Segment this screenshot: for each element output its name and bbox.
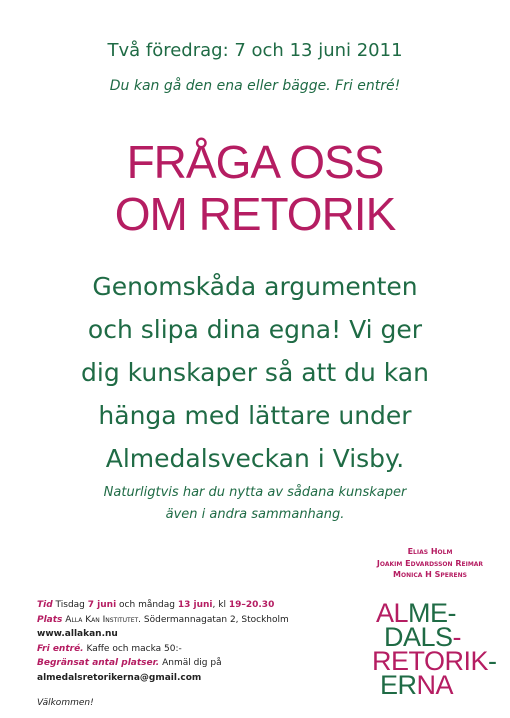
logo-part: DALS bbox=[384, 622, 453, 652]
lead-line-1: Genomskåda argumenten bbox=[92, 272, 418, 301]
event-title: Två föredrag: 7 och 13 juni 2011 bbox=[107, 40, 403, 61]
lead-line-5: Almedalsveckan i Visby. bbox=[105, 444, 405, 473]
info-limited-row bbox=[37, 656, 337, 671]
lead-paragraph bbox=[50, 265, 460, 480]
info-place-row bbox=[37, 613, 337, 628]
lead-line-3: dig kunskaper så att du kan bbox=[81, 358, 429, 387]
event-info bbox=[37, 598, 337, 710]
info-email-link[interactable]: almedalsretorikerna@gmail.com bbox=[37, 672, 202, 683]
lead-line-4: hänga med lättare under bbox=[98, 401, 412, 430]
note-line-2: även i andra sammanhang. bbox=[165, 507, 345, 522]
headline-line-1: FRÅGA OSS bbox=[126, 136, 384, 188]
info-entry-text: Kaffe och macka 50:- bbox=[86, 643, 182, 654]
info-time-row bbox=[37, 598, 337, 613]
info-time-range: 19–20.30 bbox=[228, 600, 275, 610]
info-limited-text: Anmäl dig på bbox=[162, 658, 222, 669]
info-entry-label: Fri entré. bbox=[37, 643, 84, 654]
almedalsretorikerna-logo bbox=[372, 598, 497, 700]
info-time-label: Tid bbox=[37, 600, 53, 610]
author-2: Joakim Edvardsson Reimar bbox=[376, 558, 484, 568]
info-limited-label: Begränsat antal platser. bbox=[37, 658, 160, 669]
headline-line-2: OM RETORIK bbox=[114, 188, 396, 240]
logo-part: ME- bbox=[408, 598, 457, 628]
logo-part: AL bbox=[376, 598, 409, 628]
info-date-1: 7 juni bbox=[87, 600, 117, 610]
authors bbox=[360, 546, 500, 581]
headline bbox=[0, 136, 510, 240]
author-1: Elias Holm bbox=[407, 547, 453, 556]
lead-line-2: och slipa dina egna! Vi ger bbox=[87, 315, 423, 344]
logo-part: ER bbox=[380, 670, 417, 700]
logo-part: RETORIK bbox=[372, 646, 489, 676]
info-place-label: Plats bbox=[37, 614, 63, 625]
logo-part: - bbox=[488, 646, 497, 676]
note bbox=[0, 482, 510, 526]
author-3: Monica H Sperens bbox=[393, 570, 467, 579]
info-place-address: . Södermannagatan 2, Stockholm bbox=[138, 614, 289, 625]
logo-part: - bbox=[452, 622, 462, 652]
event-subtitle: Du kan gå den ena eller bägge. Fri entré! bbox=[109, 78, 401, 94]
info-time-kl: , kl bbox=[212, 600, 226, 610]
info-website-link[interactable]: www.allakan.nu bbox=[37, 629, 118, 640]
logo-part: NA bbox=[416, 670, 454, 700]
note-line-1: Naturligtvis har du nytta av sådana kunskaper bbox=[103, 485, 407, 500]
info-date-2: 13 juni bbox=[177, 600, 213, 610]
info-welcome: Välkommen! bbox=[37, 697, 94, 708]
info-entry-row bbox=[37, 642, 337, 657]
info-time-prefix: Tisdag bbox=[55, 600, 85, 610]
info-time-mid: och måndag bbox=[119, 600, 175, 610]
info-place-name: Alla Kan Institutet bbox=[65, 614, 139, 625]
